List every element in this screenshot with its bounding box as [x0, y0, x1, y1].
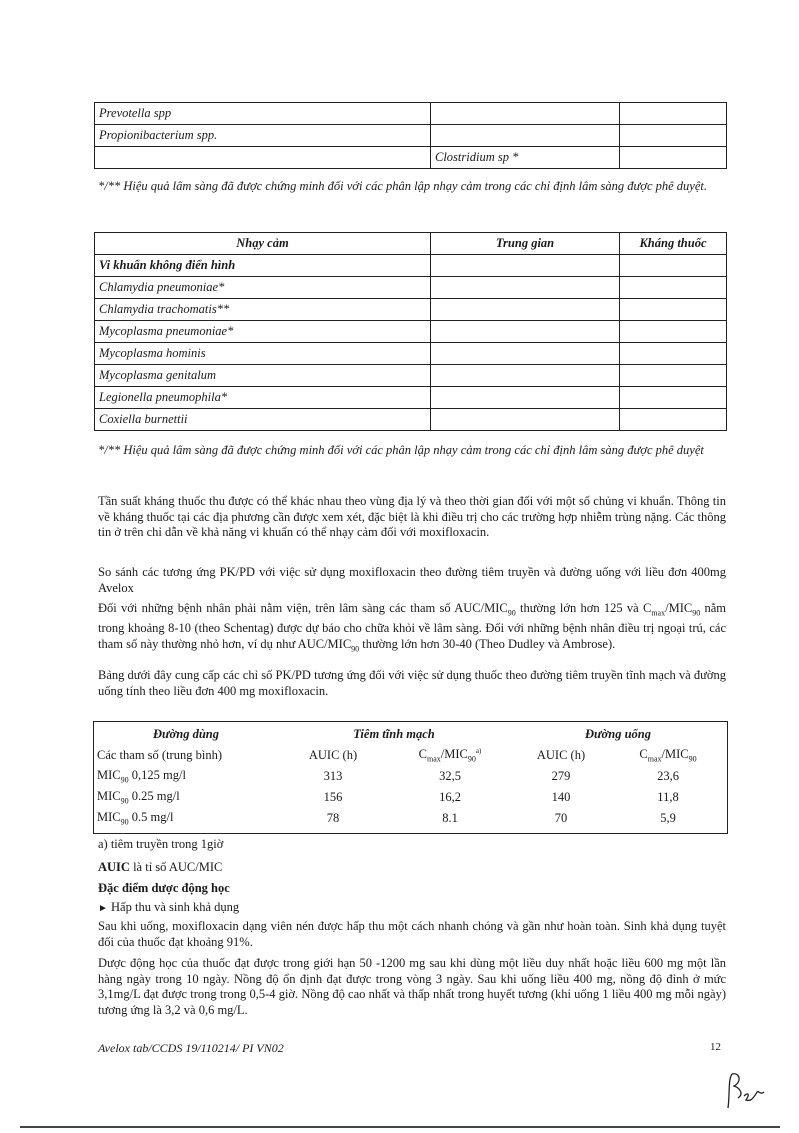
- section-title-cell: Vi khuẩn không điển hình: [95, 255, 431, 277]
- table-note: */** Hiệu quả lâm sàng đã được chứng minh đối với các phân lập nhạy cảm trong các chỉ định lâm sàng được phê duyệt: [98, 443, 704, 457]
- table-row: [95, 808, 725, 829]
- table-row: [95, 147, 727, 169]
- column-header: Tiêm tĩnh mạch: [353, 727, 435, 741]
- table-cell: 5,9: [660, 811, 676, 825]
- table-row: [95, 125, 727, 147]
- table-row: [95, 365, 727, 387]
- table-row: [95, 745, 725, 766]
- handwritten-initials: [718, 1068, 768, 1112]
- table-cell: Mycoplasma genitalum: [95, 365, 431, 387]
- table-cell: Mycoplasma hominis: [95, 343, 431, 365]
- paragraph: Tần suất kháng thuốc thu được có thể khác nhau theo vùng địa lý và theo thời gian đối với một số chủng vi khuẩn. Thông tin về kháng thuốc tại các địa phương cần được xem xét, đặc biệt là khi điều trị cho các trường hợp nhiễm trùng nặng. Các thông tin ở trên chỉ dẫn về khả năng vi khuẩn có thể nhạy cảm đối với moxifloxacin.: [98, 494, 726, 539]
- table-note: */** Hiệu quả lâm sàng đã được chứng minh đối với các phân lập nhạy cảm trong các chỉ định lâm sàng được phê duyệt.: [98, 179, 708, 193]
- table-header-row: [95, 724, 725, 745]
- susceptibility-table-top: [94, 102, 727, 169]
- column-header: $C_{max}/MIC_{90}^{a)}$: [418, 747, 482, 764]
- table-cell: Coxiella burnettii: [95, 409, 431, 431]
- paragraph: Đối với những bệnh nhân phải nằm viện, trên lâm sàng các tham số AUC/$MIC_{90}$ thường lớn hơn 125 và $C_{max}/MIC_{90}$ nằm trong khoảng 8-10 (theo Schentag) được dự báo cho chữa khỏi về lâm sàng. Đối với những bệnh nhân điều trị ngoại trú, các tham số này thường nhỏ hơn, ví dụ như AUC/$MIC_{90}$ thường lớn hơn 30-40 (Theo Dudley và Ambrose).: [98, 601, 727, 653]
- table-row: [95, 277, 727, 299]
- table-cell: Legionella pneumophila*: [95, 387, 431, 409]
- table-cell: Prevotella spp: [95, 103, 431, 125]
- table-cell: [95, 147, 431, 169]
- column-header: Đường dùng: [153, 727, 219, 741]
- table-cell: 78: [326, 811, 340, 825]
- column-header: Kháng thuốc: [620, 233, 727, 255]
- table-row: [95, 409, 727, 431]
- table-row: [95, 321, 727, 343]
- table-header-row: [95, 233, 727, 255]
- column-header: $C_{max}/MIC_{90}$: [639, 747, 697, 764]
- table-cell: 70: [554, 811, 568, 825]
- triangle-bullet-icon: ►: [98, 903, 108, 914]
- paragraph: Dược động học của thuốc đạt được trong giới hạn 50 -1200 mg sau khi dùng một liều duy nhất hoặc liều 600 mg một lần hàng ngày trong 10 ngày. Nồng độ ổn định đạt được trong vòng 3 ngày. Sau khi uống liều 400 mg, nồng độ đỉnh ở mức 3,1mg/L đạt được trong trong 0,5-4 giờ. Nồng độ cao nhất và thấp nhất trong huyết tương (khi uống 1 liều 400 mg mỗi ngày) tương ứng là 3,2 và 0,6 mg/L.: [98, 956, 726, 1017]
- table-row: [95, 255, 727, 277]
- mic-label: $MIC_{90}$ 0.5 mg/l: [97, 810, 174, 827]
- table-cell: 279: [551, 769, 571, 783]
- table-row: [95, 387, 727, 409]
- table-cell: 16,2: [439, 790, 461, 804]
- table-cell: [431, 125, 620, 147]
- table-cell: [620, 125, 727, 147]
- table-row: [95, 299, 727, 321]
- paragraph: Bảng dưới đây cung cấp các chỉ số PK/PD tương ứng đối với việc sử dụng thuốc theo đường tiêm truyền tĩnh mạch và đường uống tính theo liều đơn 400 mg moxifloxacin.: [98, 668, 726, 698]
- table-cell: Chlamydia trachomatis**: [95, 299, 431, 321]
- table-cell: 32,5: [439, 769, 461, 783]
- mic-label: $MIC_{90}$ 0,125 mg/l: [97, 768, 186, 785]
- column-header: Trung gian: [431, 233, 620, 255]
- table-cell: Mycoplasma pneumoniae*: [95, 321, 431, 343]
- table-cell: 313: [323, 769, 343, 783]
- table-row: [95, 103, 727, 125]
- table-cell: [431, 103, 620, 125]
- footer-doc-id: Avelox tab/CCDS 19/110214/ PI VN02: [98, 1041, 284, 1055]
- scan-edge-line: [20, 1126, 780, 1128]
- footnote: a) tiêm truyền trong 1giờ: [98, 837, 224, 851]
- table-cell: [620, 103, 727, 125]
- table-row: [95, 343, 727, 365]
- column-header: AUIC (h): [536, 748, 586, 762]
- table-cell: Propionibacterium spp.: [95, 125, 431, 147]
- subsection-title: ► Hấp thu và sinh khả dụng: [98, 900, 240, 914]
- table-cell: 11,8: [657, 790, 679, 804]
- pk-pd-table: [95, 724, 725, 829]
- table-cell: 156: [323, 790, 343, 804]
- table-cell: [620, 147, 727, 169]
- param-label: Các tham số (trung bình): [97, 748, 222, 762]
- table-cell: Chlamydia pneumoniae*: [95, 277, 431, 299]
- paragraph: Sau khi uống, moxifloxacin dạng viên nén được hấp thu một cách nhanh chóng và gần như hoàn toàn. Sinh khả dụng tuyệt đối của thuốc đạt khoảng 91%.: [98, 919, 726, 949]
- column-header: AUIC (h): [308, 748, 358, 762]
- column-header: Nhạy cảm: [95, 233, 431, 255]
- column-header: Đường uống: [585, 727, 651, 741]
- mic-label: $MIC_{90}$ 0.25 mg/l: [97, 789, 180, 806]
- table-cell: Clostridium sp *: [431, 147, 620, 169]
- table-cell: 140: [551, 790, 571, 804]
- atypical-bacteria-table: [94, 232, 727, 431]
- section-title: Đặc điểm dược động học: [98, 881, 230, 895]
- table-cell: 23,6: [657, 769, 679, 783]
- paragraph: So sánh các tương ứng PK/PD với việc sử dụng moxifloxacin theo đường tiêm truyền và đường uống với liều đơn 400mg Avelox: [98, 565, 726, 595]
- page-number: 12: [710, 1041, 721, 1053]
- table-cell: 8.1: [442, 811, 458, 825]
- table-row: [95, 766, 725, 787]
- table-row: [95, 787, 725, 808]
- auic-definition: AUIC là tỉ số AUC/MIC: [98, 860, 223, 874]
